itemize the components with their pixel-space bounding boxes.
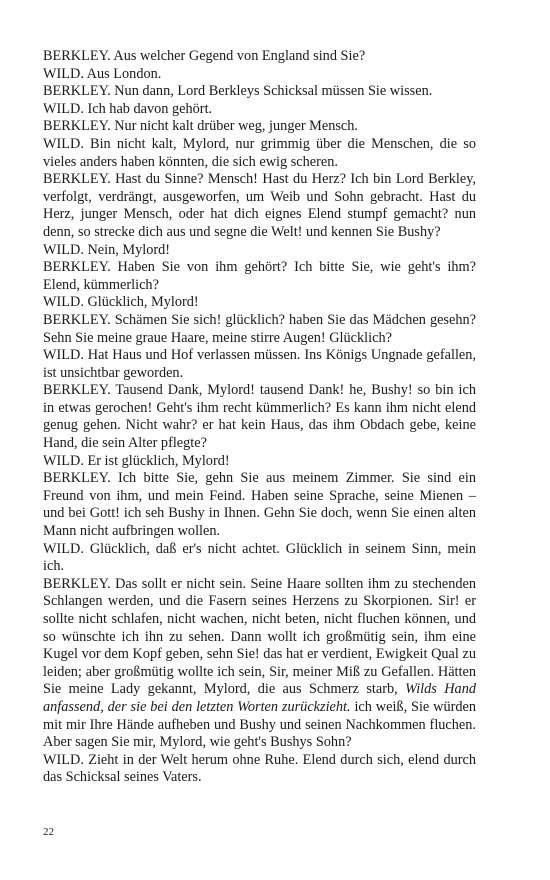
dialogue-text-part: BERKLEY. Das sollt er nicht sein. Seine Haare sollten ihm zu stechenden Schlangen werden, und die Fasern seines Herzens zu Skorpionen. Sir! er sollte nicht schlafen, nicht wachen, nicht beten, nicht fluchen können, und so wünschte ich ihn zu sehen. Dann wollt ich großmütig sein, ihm eine Kugel vor dem Kopf geben, sehn Sie! das hat er verdient, Ewigkeit Qual zu leiden; aber großmütig wollte ich sein, Sir, meiner Miß zu Gefallen. Hätten Sie meine Lady gekannt, Mylord, die aus Schmerz starb, xyxy=(43,575,476,698)
dialogue-line: WILD. Aus London. xyxy=(43,65,162,82)
stage-direction: Wilds Hand anfassend, der sie bei den letzten Worten zurückzieht. xyxy=(43,681,477,715)
dialogue-line: BERKLEY. Haben Sie von ihm gehört? Ich bitte Sie, wie geht's ihm? Elend, kümmerlich? xyxy=(43,259,476,293)
dialogue-line: WILD. Zieht in der Welt herum ohne Ruhe. Elend durch sich, elend durch das Schicksal seines Vaters. xyxy=(43,751,476,786)
dialogue-line: BERKLEY. Hast du Sinne? Mensch! Hast du Herz? Ich bin Lord Berkley, verfolgt, verdrängt, ausgeworfen, um Weib und Sohn gebracht. Hast du Herz, junger Mensch, oder hat dich eignes Elend stumpf gemacht? nun denn, so strecke dich aus und segne die Welt! und kennen Sie Bushy? xyxy=(43,171,476,240)
dialogue-line: BERKLEY. Nun dann, Lord Berkleys Schicksal müssen Sie wissen. xyxy=(43,83,433,100)
dialogue-text xyxy=(43,48,476,787)
dialogue-line: BERKLEY. Aus welcher Gegend von England sind Sie? xyxy=(43,48,366,64)
dialogue-line: BERKLEY. Schämen Sie sich! glücklich? haben Sie das Mädchen gesehn? Sehn Sie meine graue Haare, meine stirre Augen! Glücklich? xyxy=(43,311,476,346)
page-number: 22 xyxy=(43,826,54,838)
dialogue-line-with-stage-direction xyxy=(43,576,476,752)
dialogue-line: WILD. Glücklich, Mylord! xyxy=(43,294,199,311)
dialogue-line: WILD. Glücklich, daß er's nicht achtet. Glücklich in seinem Sinn, mein ich. xyxy=(43,540,476,575)
dialogue-text-part: ich weiß, Sie würden mit mir Ihre Hände aufheben und Bushy und seinen Nachkommen fluchen. Aber sagen Sie mir, Mylord, wie geht's Bushys Sohn? xyxy=(43,698,476,751)
page-body xyxy=(43,48,476,787)
dialogue-line: BERKLEY. Nur nicht kalt drüber weg, junger Mensch. xyxy=(43,118,358,135)
dialogue-line: WILD. Bin nicht kalt, Mylord, nur grimmig über die Menschen, die so vieles anders haben könnten, die sich ewig scheren. xyxy=(43,135,476,170)
dialogue-line: WILD. Ich hab davon gehört. xyxy=(43,100,213,117)
dialogue-line: WILD. Nein, Mylord! xyxy=(43,241,171,258)
dialogue-line: WILD. Hat Haus und Hof verlassen müssen. Ins Königs Ungnade gefallen, ist unsichtbar geworden. xyxy=(43,347,476,381)
dialogue-line: BERKLEY. Ich bitte Sie, gehn Sie aus meinem Zimmer. Sie sind ein Freund von ihm, und mein Feind. Haben seine Sprache, seine Mienen – und bei Gott! ich seh Bushy in Ihnen. Gehn Sie doch, wenn Sie einen alten Mann nicht aufbringen wollen. xyxy=(43,470,476,540)
dialogue-line: WILD. Er ist glücklich, Mylord! xyxy=(43,452,230,469)
dialogue-line: BERKLEY. Tausend Dank, Mylord! tausend Dank! he, Bushy! so bin ich in etwas gerochen! Geht's ihm recht kümmerlich? Es kann ihm nicht elend genug gehen. Nicht wahr? er hat kein Haus, das ihm Obdach gebe, keine Hand, die sein Alter pflegte? xyxy=(43,382,476,452)
